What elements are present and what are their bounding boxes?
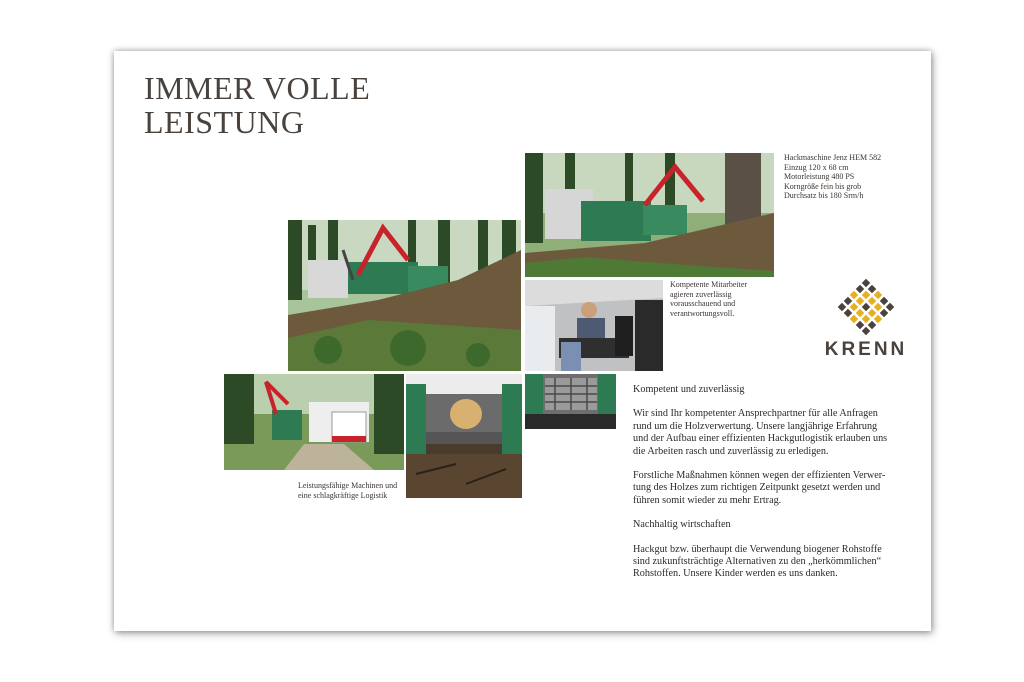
logo-square (844, 309, 852, 317)
text-line: Rohstoffen. Unsere Kinder werden es uns danken. (633, 568, 838, 580)
krenn-logo (820, 277, 912, 363)
logo-square (856, 285, 864, 293)
caption-line: Leistungsfähige Machinen und (298, 481, 398, 490)
headline-line-1: IMMER VOLLE (144, 70, 371, 106)
logo-square (856, 321, 864, 329)
text-line: und der Aufbau einer effizienten Hackgutlogistik erlauben uns (633, 433, 888, 445)
caption-line: Einzug 120 x 68 cm (784, 162, 849, 172)
logo-square (838, 303, 846, 311)
logo-square (874, 315, 882, 323)
logo-square (850, 303, 858, 311)
caption-line: Motorleistung 480 PS (784, 172, 855, 181)
text-line: sind zukunftsträchtige Alternativen zu den „herkömmlichen“ (633, 556, 882, 568)
text-line: führen somit wieder zu mehr Ertrag. (633, 494, 782, 506)
text-line: Hackgut bzw. überhaupt die Verwendung biogener Rohstoffe (633, 543, 882, 555)
logo-square (856, 309, 864, 317)
logo-square (856, 297, 864, 305)
caption-line: vorausschauend und (670, 299, 736, 308)
photo-forest-chipper (288, 220, 521, 371)
brochure-page (114, 51, 931, 631)
logo-square (862, 279, 870, 287)
logo-square (844, 297, 852, 305)
photo-operator-cab (525, 280, 663, 371)
logo-square (862, 327, 870, 335)
caption-line: Korngröße fein bis grob (784, 181, 862, 191)
logo-square (868, 309, 876, 317)
photo-truck-road (224, 374, 404, 470)
logo-square (880, 309, 888, 317)
logo-square (850, 291, 858, 299)
caption-staff (670, 280, 747, 318)
caption-logistics (298, 481, 397, 500)
caption-line: agieren zuverlässig (670, 289, 732, 299)
text-line: Wir sind Ihr kompetenter Ansprechpartner für alle Anfragen (633, 408, 878, 420)
logo-square (868, 297, 876, 305)
text-line: die Arbeiten rasch und zuverlässig zu erledigen. (633, 445, 829, 457)
paragraph-biomass (633, 544, 903, 581)
logo-square (862, 291, 870, 299)
logo-square (874, 303, 882, 311)
text-line: Forstliche Maßnahmen können wegen der effizienten Verwer- (633, 470, 886, 482)
logo-square (850, 315, 858, 323)
krenn-logo-mark (820, 277, 912, 339)
logo-square (862, 303, 870, 311)
headline-line-2: LEISTUNG (144, 104, 305, 140)
caption-line: Hackmaschine Jenz HEM 582 (784, 153, 882, 162)
paragraph-forestry (633, 470, 903, 507)
logo-square (886, 303, 894, 311)
section-heading-competent: Kompetent und zuverlässig (633, 384, 745, 395)
logo-square (868, 285, 876, 293)
text-line: rund um die Holzverwertung. Unsere langjährige Erfahrung (633, 420, 878, 432)
logo-wordmark: KRENN (824, 339, 908, 360)
photo-log-infeed (406, 374, 522, 498)
body-text (633, 384, 903, 593)
caption-machine-specs (784, 153, 881, 201)
caption-line: verantwortungsvoll. (670, 308, 735, 318)
logo-square (874, 291, 882, 299)
text-line: tung des Holzes zum richtigen Zeitpunkt gesetzt werden und (633, 482, 881, 494)
logo-square (880, 297, 888, 305)
headline (144, 71, 370, 139)
photo-chipper-drum (525, 374, 616, 429)
paragraph-intro (633, 408, 903, 458)
caption-line: eine schlagkräftige Logistik (298, 490, 388, 500)
section-heading-sustainable: Nachhaltig wirtschaften (633, 519, 731, 531)
photo-chipper-forest-top (525, 153, 774, 277)
logo-square (862, 315, 870, 323)
logo-square (868, 321, 876, 329)
caption-line: Durchsatz bis 180 Srm/h (784, 191, 864, 200)
caption-line: Kompetente Mitarbeiter (670, 280, 748, 289)
